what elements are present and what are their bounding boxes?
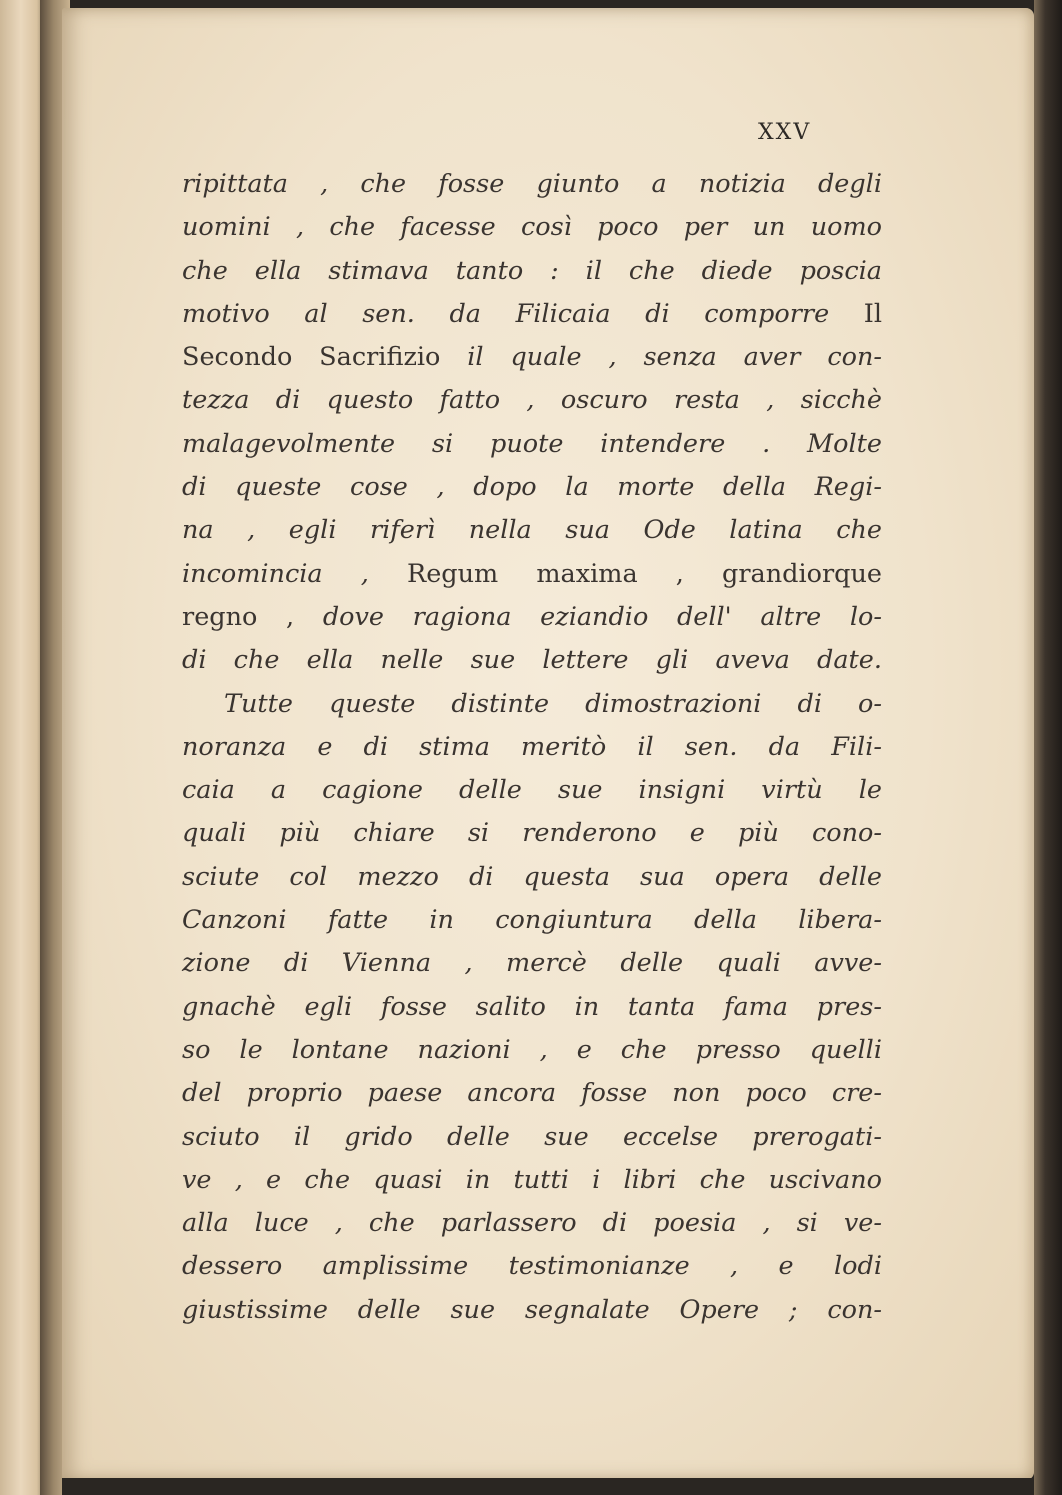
text-line: caia a cagione delle sue insigni virtù le — [182, 775, 882, 806]
text-segment-roman: regno , — [182, 601, 295, 632]
text-segment: incomincia , — [182, 558, 369, 589]
text-line — [182, 293, 882, 336]
page-bottom-edge — [62, 1478, 1034, 1495]
text-line: gnachè egli fosse salito in tanta fama pres- — [182, 991, 882, 1022]
text-line: quali più chiare si renderono e più cono- — [182, 818, 882, 849]
text-segment-roman: Il — [863, 298, 882, 329]
text-line: ve , e che quasi in tutti i libri che uscivano — [182, 1164, 882, 1195]
text-line: che ella stimava tanto : il che diede poscia — [182, 255, 882, 286]
text-segment-roman: Secondo Sacrifizio — [182, 342, 441, 373]
text-line: alla luce , che parlassero di poesia , si ve- — [182, 1208, 882, 1239]
text-line — [182, 596, 882, 639]
text-line: uomini , che facesse così poco per un uomo — [182, 212, 882, 243]
text-segment-roman: Regum maxima , grandiorque — [407, 558, 883, 589]
text-line: Tutte queste distinte dimostrazioni di o- — [224, 688, 882, 719]
text-line: giustissime delle sue segnalate Opere ; con- — [182, 1294, 882, 1325]
text-line: so le lontane nazioni , e che presso quelli — [182, 1034, 882, 1065]
text-line: malagevolmente si puote intendere . Molte — [182, 428, 882, 459]
text-line: del proprio paese ancora fosse non poco cre- — [182, 1078, 882, 1109]
text-line: di che ella nelle sue lettere gli aveva date. — [182, 645, 882, 676]
page-number: XXV — [758, 120, 812, 145]
text-line: na , egli riferì nella sua Ode latina che — [182, 515, 882, 546]
text-line: tezza di questo fatto , oscuro resta , sicchè — [182, 385, 882, 416]
text-line: ripittata , che fosse giunto a notizia degli — [182, 169, 882, 199]
text-segment: dove ragiona eziandio dell' altre lo- — [322, 601, 883, 632]
text-segment: il quale , senza aver con- — [467, 342, 882, 373]
text-line: Canzoni fatte in congiuntura della libera- — [182, 905, 882, 936]
text-line: dessero amplissime testimonianze , e lodi — [182, 1251, 882, 1282]
text-line: sciute col mezzo di questa sua opera delle — [182, 861, 882, 892]
page-fore-edge — [1034, 0, 1062, 1495]
text-line: zione di Vienna , mercè delle quali avve- — [182, 948, 882, 979]
text-line — [182, 553, 882, 596]
body-text — [182, 163, 882, 1332]
text-line: sciuto il grido delle sue eccelse prerogati- — [182, 1121, 882, 1152]
text-line — [182, 336, 882, 379]
book-page — [62, 8, 1034, 1480]
text-line: di queste cose , dopo la morte della Regi- — [182, 472, 882, 503]
text-line: noranza e di stima meritò il sen. da Fili- — [182, 731, 882, 762]
text-segment: motivo al sen. da Filicaia di comporre — [182, 298, 830, 329]
